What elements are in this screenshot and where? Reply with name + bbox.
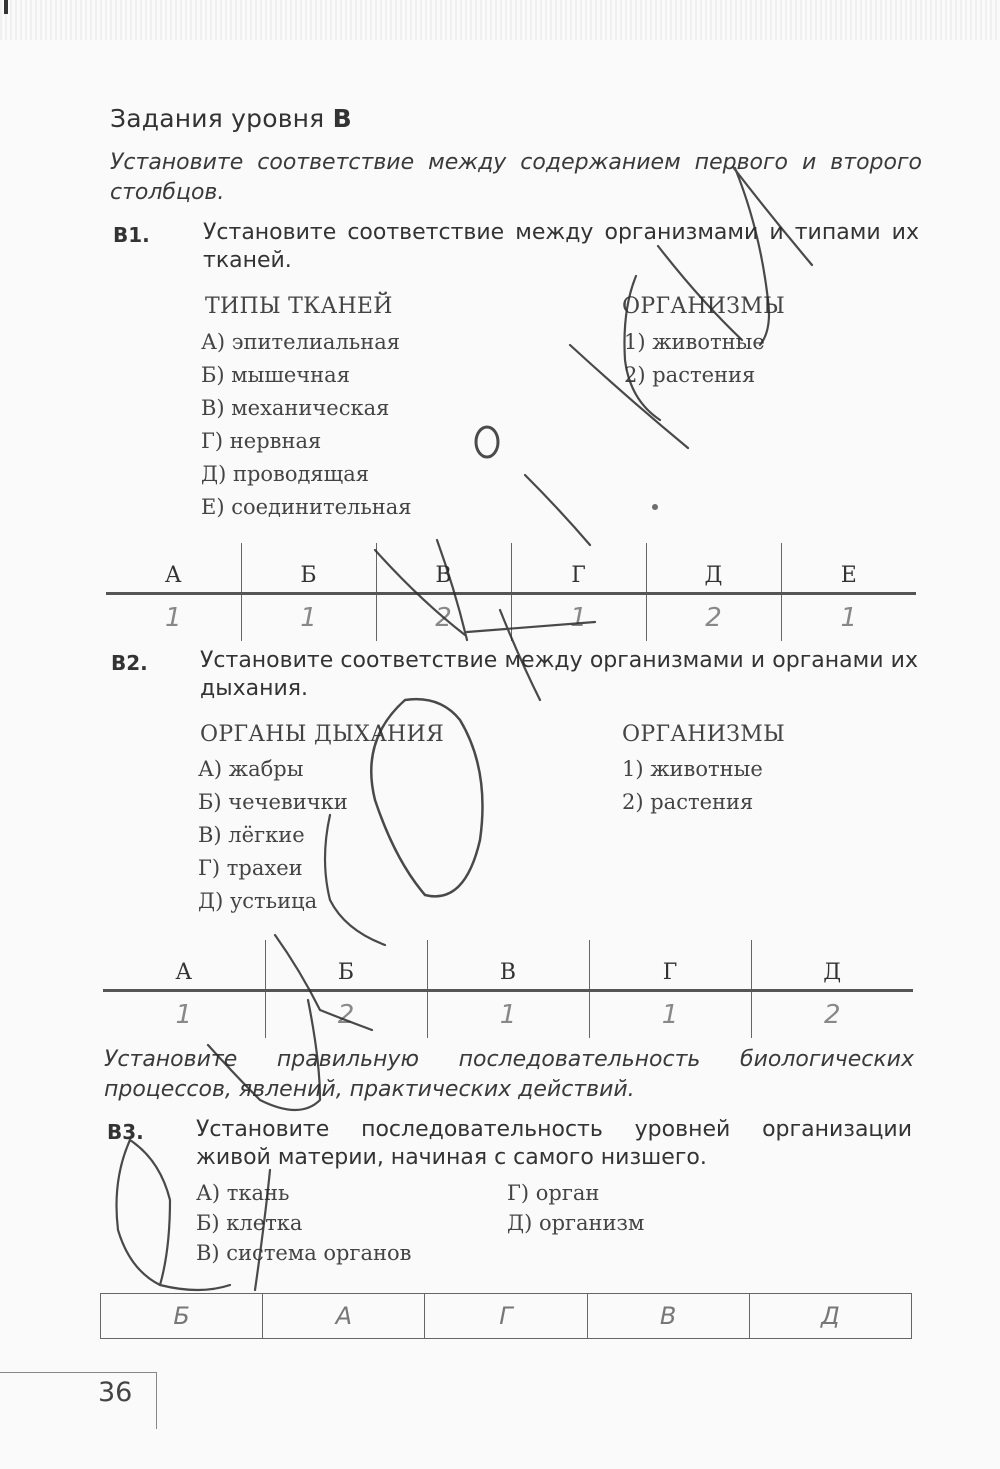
list-item: А) ткань: [196, 1181, 290, 1205]
instruction-sequence: Установите правильную последовательность биологических процессов, явлений, практических действий.: [104, 1047, 914, 1102]
task-b3-label: В3.: [107, 1120, 144, 1144]
list-item: Д) организм: [507, 1211, 645, 1235]
table-header: Д: [646, 543, 781, 594]
answer-cell[interactable]: 1: [781, 594, 916, 642]
b1-left-heading: ТИПЫ ТКАНЕЙ: [205, 294, 393, 319]
b2-right-heading: ОРГАНИЗМЫ: [622, 722, 786, 747]
answer-cell[interactable]: 2: [751, 991, 913, 1039]
instruction-match: Установите соответствие между содержанием первого и второго столбцов.: [110, 150, 922, 205]
answer-cell[interactable]: Б: [101, 1294, 263, 1339]
b1-organism-list: [624, 326, 765, 392]
table-row: [106, 594, 916, 642]
scan-noise: [0, 0, 1000, 40]
scan-edge-mark: [4, 0, 8, 14]
list-item: Б) мышечная: [201, 363, 350, 387]
answer-cell[interactable]: 2: [265, 991, 427, 1039]
answer-cell[interactable]: 1: [511, 594, 646, 642]
table-header: Е: [781, 543, 916, 594]
list-item: Д) проводящая: [201, 462, 369, 486]
list-item: Е) соединительная: [201, 495, 412, 519]
table-header: А: [106, 543, 241, 594]
list-item: Г) орган: [507, 1181, 600, 1205]
list-item: 2) растения: [624, 363, 756, 387]
answer-cell[interactable]: 1: [241, 594, 376, 642]
answer-cell[interactable]: Г: [425, 1294, 587, 1339]
table-header: Б: [265, 940, 427, 991]
table-header: Д: [751, 940, 913, 991]
answer-cell[interactable]: 2: [646, 594, 781, 642]
table-header: Г: [511, 543, 646, 594]
answer-cell[interactable]: 1: [164, 603, 182, 633]
task-b1-label: В1.: [113, 223, 150, 247]
answer-cell[interactable]: 2: [376, 594, 511, 642]
table-header-row: [103, 940, 913, 991]
b1-right-heading: ОРГАНИЗМЫ: [622, 294, 786, 319]
list-item: А) жабры: [198, 757, 304, 781]
list-item: 1) животные: [624, 330, 765, 354]
b2-organism-list: [622, 753, 763, 819]
b3-answer-table: [100, 1293, 912, 1339]
table-row: [101, 1294, 912, 1339]
b3-left-list: [196, 1178, 411, 1268]
list-item: В) механическая: [201, 396, 390, 420]
task-b3-question: Установите последовательность уровней организации живой материи, начиная с самого низшего.: [196, 1117, 912, 1170]
list-item: Д) устьица: [198, 889, 318, 913]
answer-cell[interactable]: В: [587, 1294, 749, 1339]
list-item: Г) нервная: [201, 429, 322, 453]
task-b2-label: В2.: [111, 651, 148, 675]
b2-left-heading: ОРГАНЫ ДЫХАНИЯ: [200, 722, 445, 747]
section-title-text: Задания уровня: [110, 104, 333, 133]
b2-answer-table: [103, 940, 913, 1038]
list-item: Г) трахеи: [198, 856, 303, 880]
table-header: В: [427, 940, 589, 991]
list-item: Б) клетка: [196, 1211, 303, 1235]
section-level: В: [332, 104, 352, 133]
answer-cell[interactable]: 1: [175, 1000, 193, 1030]
table-header: Б: [241, 543, 376, 594]
page-number: 36: [98, 1377, 133, 1408]
list-item: В) система органов: [196, 1241, 412, 1265]
b1-tissue-list: [201, 326, 412, 524]
page-number-box: [0, 1372, 157, 1429]
answer-cell[interactable]: 1: [589, 991, 751, 1039]
section-title: [110, 104, 352, 133]
answer-cell[interactable]: 1: [427, 991, 589, 1039]
list-item: 2) растения: [622, 790, 754, 814]
answer-cell[interactable]: Д: [749, 1294, 911, 1339]
table-header: Г: [589, 940, 751, 991]
table-row: [103, 991, 913, 1039]
list-item: 1) животные: [622, 757, 763, 781]
table-header: А: [103, 940, 265, 991]
task-b1-question: Установите соответствие между организмами и типами их тканей.: [203, 220, 919, 273]
list-item: В) лёгкие: [198, 823, 305, 847]
b2-organ-list: [198, 753, 348, 918]
table-header: В: [376, 543, 511, 594]
b1-answer-table: [106, 543, 916, 641]
b3-right-list: [507, 1178, 644, 1238]
table-header-row: [106, 543, 916, 594]
task-b2-question: Установите соответствие между организмами и органами их дыхания.: [200, 648, 918, 701]
list-item: А) эпителиальная: [201, 330, 400, 354]
answer-cell[interactable]: А: [263, 1294, 425, 1339]
list-item: Б) чечевички: [198, 790, 348, 814]
